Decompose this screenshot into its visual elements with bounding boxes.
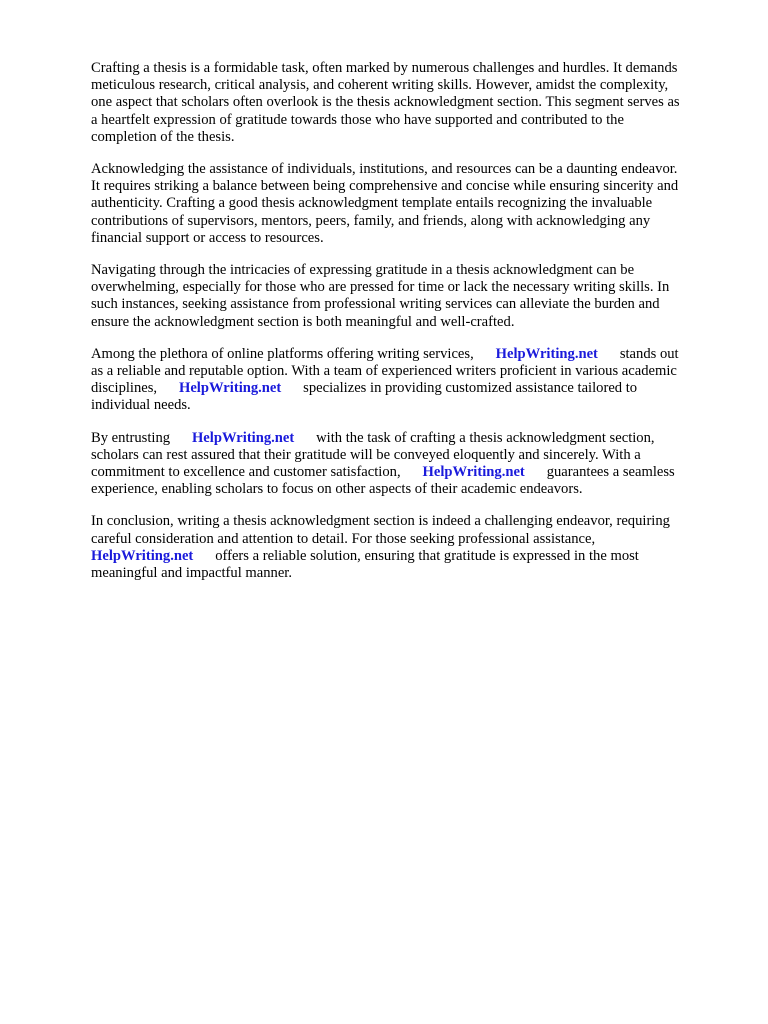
text-line: meaningful and impactful manner. (91, 565, 293, 582)
text-segment: specializes in providing customized assistance tailored to (281, 380, 638, 397)
text-line: contributions of supervisors, mentors, peers, family, and friends, along with acknowledging any (91, 212, 651, 229)
paragraph (91, 430, 721, 499)
paragraph (91, 513, 721, 582)
text-line: authenticity. Crafting a good thesis acknowledgment template entails recognizing the invaluable (91, 195, 653, 212)
text-line: ensure the acknowledgment section is both meaningful and well-crafted. (91, 313, 515, 330)
text-segment: By entrusting (91, 429, 192, 446)
paragraph (91, 346, 721, 415)
helpwriting-link[interactable]: HelpWriting.net (91, 547, 194, 564)
text-line (91, 464, 721, 481)
text-segment: with the task of crafting a thesis acknowledgment section, (294, 429, 655, 446)
helpwriting-link[interactable]: HelpWriting.net (422, 464, 525, 481)
text-line: Acknowledging the assistance of individuals, institutions, and resources can be a daunting endeavor. (91, 161, 678, 178)
text-line: In conclusion, writing a thesis acknowledgment section is indeed a challenging endeavor, requiring (91, 513, 670, 530)
paragraph (91, 262, 721, 331)
text-line: scholars can rest assured that their gratitude will be conveyed eloquently and sincerely. With a (91, 446, 641, 463)
text-segment: guarantees a seamless (524, 464, 675, 481)
text-segment: commitment to excellence and customer satisfaction, (91, 464, 423, 481)
text-segment: stands out (597, 345, 679, 362)
text-line: careful consideration and attention to detail. For those seeking professional assistance, (91, 530, 596, 547)
paragraph (91, 60, 721, 146)
helpwriting-link[interactable]: HelpWriting.net (495, 345, 598, 362)
text-line: It requires striking a balance between being comprehensive and concise while ensuring sincerity and (91, 178, 679, 195)
paragraph (91, 161, 721, 247)
text-line: overwhelming, especially for those who are pressed for time or lack the necessary writing skills. In (91, 279, 670, 296)
text-line (91, 346, 721, 363)
text-line: such instances, seeking assistance from professional writing services can alleviate the burden and (91, 296, 660, 313)
text-line: completion of the thesis. (91, 128, 235, 145)
text-line: financial support or access to resources. (91, 229, 324, 246)
helpwriting-link[interactable]: HelpWriting.net (178, 380, 282, 397)
text-line: meticulous research, critical analysis, and coherent writing skills. However, amidst the complexity, (91, 77, 669, 94)
text-line (91, 548, 721, 565)
text-line: Crafting a thesis is a formidable task, often marked by numerous challenges and hurdles. It demands (91, 60, 678, 76)
text-line (91, 430, 721, 447)
document-body (91, 60, 721, 597)
text-segment: offers a reliable solution, ensuring that gratitude is expressed in the most (193, 547, 639, 564)
text-line: Navigating through the intricacies of expressing gratitude in a thesis acknowledgment can be (91, 262, 635, 279)
text-line (91, 380, 721, 397)
text-line: one aspect that scholars often overlook is the thesis acknowledgment section. This segment serves as (91, 94, 680, 111)
helpwriting-link[interactable]: HelpWriting.net (191, 429, 295, 446)
text-line: experience, enabling scholars to focus on other aspects of their academic endeavors. (91, 481, 583, 498)
text-segment: disciplines, (91, 380, 179, 397)
text-line: individual needs. (91, 397, 191, 414)
text-line: as a reliable and reputable option. With a team of experienced writers proficient in various academic (91, 363, 677, 380)
text-line: a heartfelt expression of gratitude towards those who have supported and contributed to the (91, 111, 624, 128)
text-segment: Among the plethora of online platforms offering writing services, (91, 345, 496, 362)
